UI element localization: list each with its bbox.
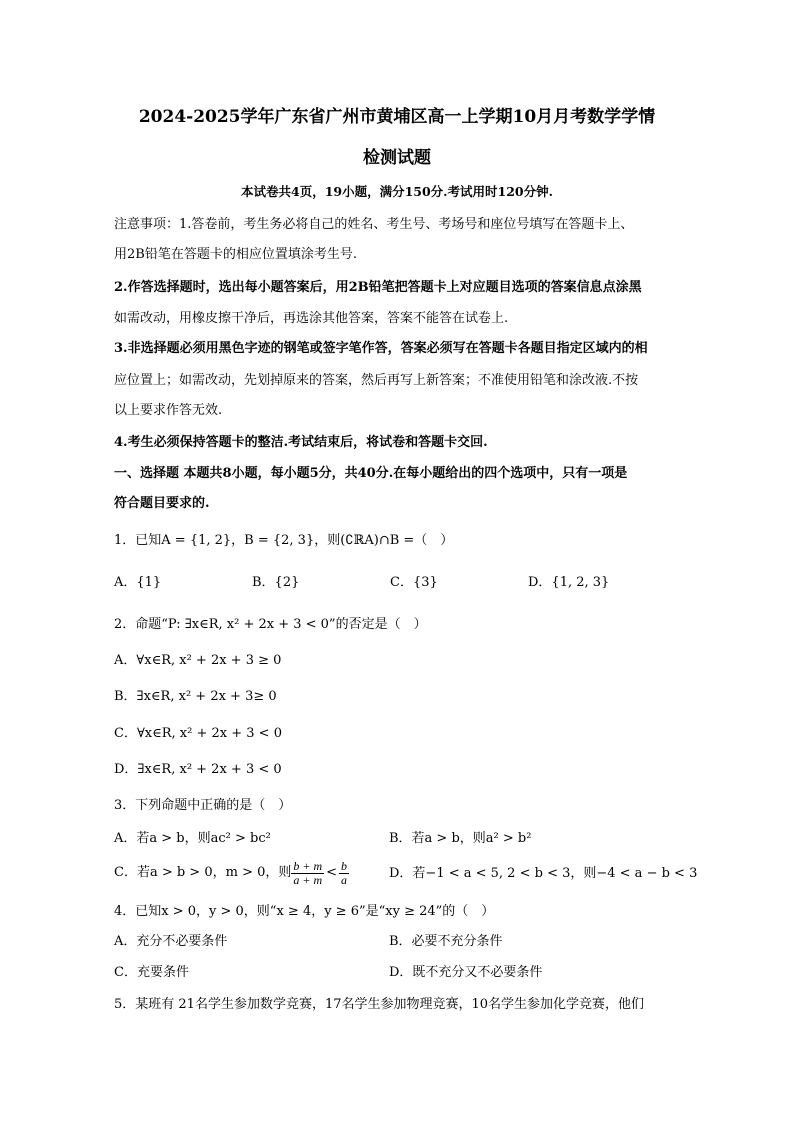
note-3c: 以上要求作答无效.	[114, 403, 223, 418]
note-3a: 3.非选择题必须用黑色字迹的钢笔或签字笔作答，答案必须写在答题卡各题目指定区域内的相	[114, 341, 648, 356]
question-1-stem: 1．已知A = {1, 2}，B = {2, 3}，则(∁ℝA)∩B =（ ）	[114, 533, 454, 548]
fraction-b-over-a	[339, 860, 349, 887]
question-2-option-a: A．∀x∈R, x² + 2x + 3 ≥ 0	[114, 653, 282, 668]
question-1-option-b: B．{2}	[252, 575, 300, 590]
question-2-option-b: B．∃x∈R, x² + 2x + 3≥ 0	[114, 689, 277, 704]
question-3-option-c-text: C．若a > b > 0，m > 0，则	[114, 865, 292, 880]
fraction-denominator: a	[341, 872, 348, 887]
question-3-option-a: A．若a > b，则ac² > bc²	[114, 831, 271, 846]
note-1b: 用2B铅笔在答题卡的相应位置填涂考生号.	[114, 247, 357, 262]
question-2-option-c: C．∀x∈R, x² + 2x + 3 < 0	[114, 726, 282, 741]
exam-title-line2: 检测试题	[363, 148, 431, 168]
question-3-stem: 3．下列命题中正确的是（ ）	[114, 798, 292, 813]
question-4-option-a: A．充分不必要条件	[114, 934, 228, 949]
exam-title-line1: 2024-2025学年广东省广州市黄埔区高一上学期10月月考数学学情	[138, 107, 656, 127]
question-3-option-c	[114, 856, 349, 890]
question-4-option-b: B．必要不充分条件	[389, 934, 503, 949]
exam-subtitle: 本试卷共4页，19小题，满分150分.考试用时120分钟.	[241, 184, 553, 199]
question-4-option-c: C．充要条件	[114, 965, 189, 980]
question-5-stem: 5．某班有 21名学生参加数学竞赛，17名学生参加物理竞赛，10名学生参加化学竞赛，他们	[114, 997, 645, 1012]
note-3b: 应位置上；如需改动，先划掉原来的答案，然后再写上新答案；不准使用铅笔和涂改液.不按	[114, 373, 639, 388]
question-3-option-b: B．若a > b，则a² > b²	[389, 831, 532, 846]
question-2-stem: 2．命题“P: ∃x∈R, x² + 2x + 3 < 0”的否定是（ ）	[114, 617, 427, 632]
question-1-option-c: C．{3}	[390, 575, 438, 590]
fraction-denominator: a + m	[293, 872, 323, 887]
note-2b: 如需改动，用橡皮擦干净后，再选涂其他答案，答案不能答在试卷上.	[114, 311, 509, 326]
section-1-heading: 一、选择题 本题共8小题，每小题5分，共40分.在每小题给出的四个选项中，只有一项是	[114, 466, 628, 481]
fraction-numerator: b	[341, 858, 348, 873]
question-4-option-d: D．既不充分又不必要条件	[389, 965, 543, 980]
note-2a: 2.作答选择题时，选出每小题答案后，用2B铅笔把答题卡上对应题目选项的答案信息点涂黑	[114, 280, 642, 295]
section-1-heading-cont: 符合题目要求的.	[114, 496, 210, 511]
less-than-sign: <	[326, 865, 338, 880]
question-1-option-a: A．{1}	[114, 575, 162, 590]
question-4-stem: 4．已知x > 0，y > 0，则“x ≥ 4，y ≥ 6”是“xy ≥ 24”的（ ）	[114, 904, 495, 919]
question-3-option-d: D．若−1 < a < 5, 2 < b < 3，则−4 < a − b < 3	[389, 866, 698, 881]
note-4: 4.考生必须保持答题卡的整洁.考试结束后，将试卷和答题卡交回.	[114, 435, 488, 450]
fraction-b-plus-m-over-a-plus-m	[291, 860, 324, 887]
note-1a: 注意事项：1.答卷前，考生务必将自己的姓名、考生号、考场号和座位号填写在答题卡上、	[114, 217, 634, 232]
question-2-option-d: D．∃x∈R, x² + 2x + 3 < 0	[114, 762, 282, 777]
question-1-option-d: D．{1, 2, 3}	[528, 575, 610, 590]
fraction-numerator: b + m	[293, 858, 323, 873]
